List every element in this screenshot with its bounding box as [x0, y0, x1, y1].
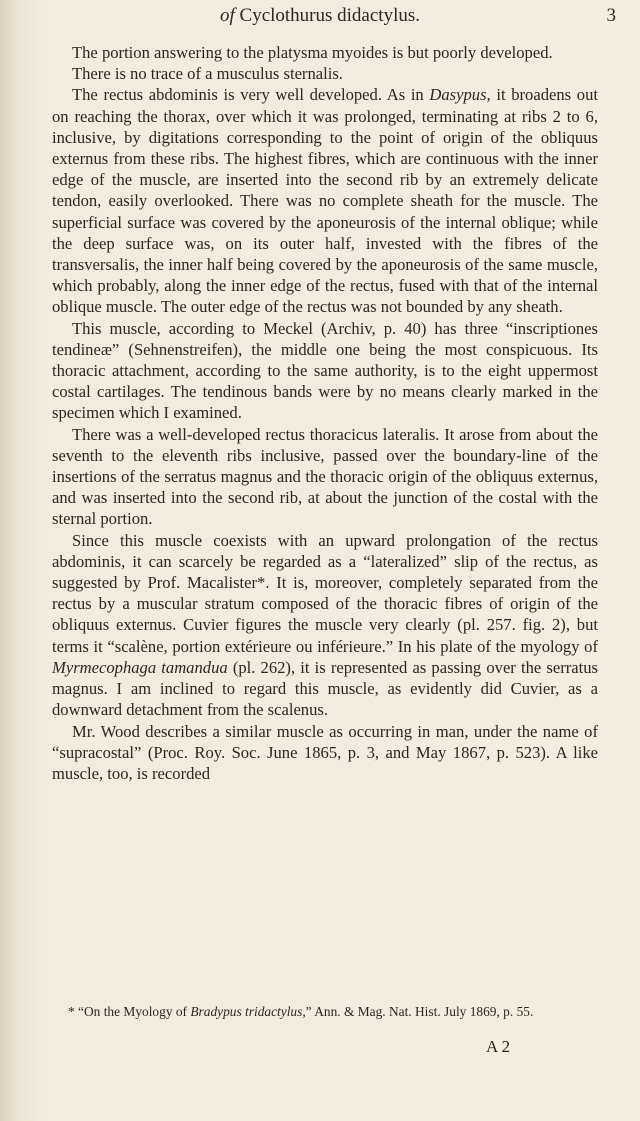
page-header [0, 3, 640, 29]
paragraph-sternalis: There is no trace of a musculus sternalis. [72, 64, 343, 84]
page-number: 3 [606, 5, 616, 26]
running-head-title: Cyclothurus didactylus. [239, 5, 420, 26]
paragraph-platysma: The portion answering to the platysma myoides is but poorly developed. [72, 43, 553, 62]
running-head-prefix: of [219, 5, 235, 26]
signature-mark: A 2 [486, 1037, 511, 1056]
running-head [0, 3, 640, 29]
paragraph-coexists: Since this muscle coexists with an upward prolongation of the rectus abdominis, it can scarcely be regarded as a “lateralized” slip of the rectus, as suggested by Prof. Macalister*. It is, moreover, completely separated from the rectus by a muscular stratum composed of the thoracic fibres of origin of the obliquus externus. Cuvier figures the muscle very clearly (pl. 257. fig. 2), but terms it “scalène, portion extérieure ou inférieure.” In his plate of the myology of Myrmecophaga tamandua (pl. 262), it is represented as passing over the serratus magnus. I am inclined to regard this muscle, as evidently did Cuvier, as a downward detachment from the scalenus. [52, 530, 598, 720]
footnote: * “On the Myology of Bradypus tridactylus,” Ann. & Mag. Nat. Hist. July 1869, p. 55. [68, 1004, 534, 1019]
species-myrmecophaga: Myrmecophaga tamandua [52, 657, 228, 677]
genus-dasypus: Dasypus [429, 85, 487, 105]
paragraph-rectus-abdominis: The rectus abdominis is very well developed. As in Dasypus, it broadens out on reaching the thorax, over which it was prolonged, terminating at ribs 2 to 6, inclusive, by digitations corresponding to the point of origin of the obliquus externus from these ribs. The highest fibres, which are continuous with the inner edge of the muscle, are inserted into the second rib by an extremely delicate tendon, easily overlooked. There was no complete sheath for the muscle. The superficial surface was covered by the aponeurosis of the internal oblique; while the deep surface was, on its outer half, invested with the fibres of the transversalis, the inner half being covered by the aponeurosis of the same muscle, which probably, along the inner edge of the rectus, fused with that of the internal oblique muscle. The outer edge of the rectus was not bounded by any sheath. [52, 85, 598, 317]
body-text [52, 42, 598, 784]
paragraph-meckel: This muscle, according to Meckel (Archiv, p. 40) has three “inscriptiones tendineæ” (Sehnenstreifen), the middle one being the most conspicuous. Its thoracic attachment, according to the same authority, is to the eight uppermost costal cartilages. The tendinous bands were by no means clearly marked in the specimen which I examined. [52, 318, 598, 423]
species-bradypus: Bradypus tridactylus [190, 1004, 303, 1019]
paragraph-wood: Mr. Wood describes a similar muscle as occurring in man, under the name of “supracostal” (Proc. Roy. Soc. June 1865, p. 3, and May 1867, p. 523). A like muscle, too, is recorded [52, 721, 598, 783]
paragraph-rectus-thoracicus: There was a well-developed rectus thoracicus lateralis. It arose from about the seventh to the eleventh ribs inclusive, passed over the boundary-line of the insertions of the serratus magnus and the thoracic origin of the obliquus externus, and was inserted into the second rib, at about the junction of the costal with the sternal portion. [52, 424, 598, 529]
